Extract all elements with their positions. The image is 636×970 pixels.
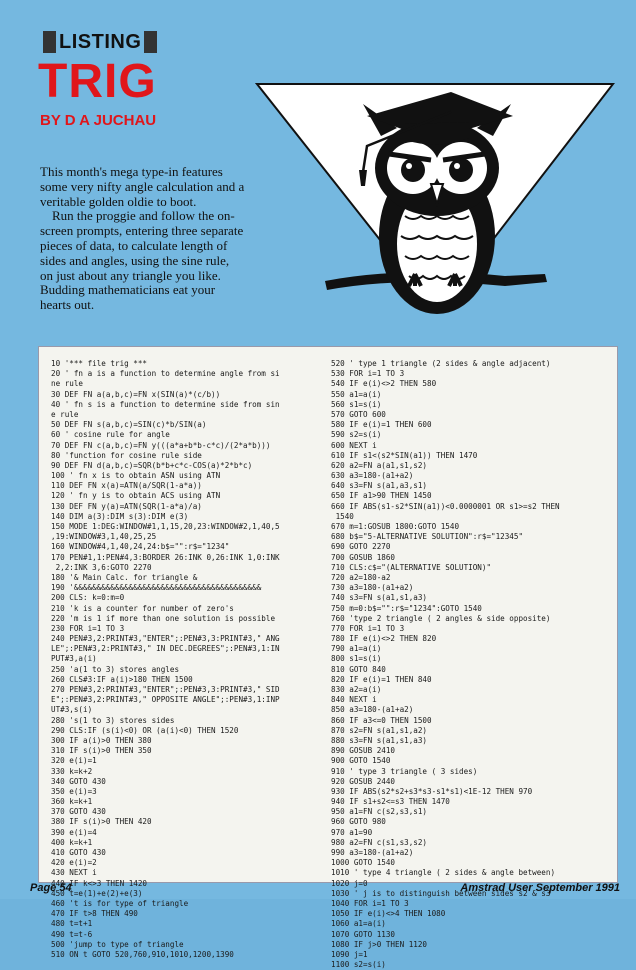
code-line: 820 IF e(i)=1 THEN 840 bbox=[331, 674, 432, 684]
code-line: 350 e(i)=3 bbox=[51, 786, 97, 796]
code-line: 320 e(i)=1 bbox=[51, 756, 97, 766]
code-line: 570 GOTO 600 bbox=[331, 409, 386, 419]
code-line: 1050 IF e(i)<>4 THEN 1080 bbox=[331, 909, 446, 919]
owl-illustration bbox=[255, 76, 615, 336]
code-line: 360 k=k+1 bbox=[51, 797, 93, 807]
code-line: UT#3,s(i) bbox=[51, 705, 93, 715]
code-line: 60 ' cosine rule for angle bbox=[51, 430, 170, 440]
code-line: 330 k=k+2 bbox=[51, 766, 93, 776]
intro-paragraph-2: Run the proggie and follow the on-screen prompts, entering three separate pieces of data, to calculate length of sides and angles, using the sine rule, on just about any triangle you like. Budding mathematicians eat your hearts out. bbox=[40, 208, 244, 313]
code-line: 540 IF e(i)<>2 THEN 580 bbox=[331, 379, 437, 389]
code-line: 1000 GOTO 1540 bbox=[331, 858, 396, 868]
code-line: 530 FOR i=1 TO 3 bbox=[331, 369, 405, 379]
code-line: 500 'jump to type of triangle bbox=[51, 939, 184, 949]
code-line: PUT#3,a(i) bbox=[51, 654, 97, 664]
code-line: 240 PEN#3,2:PRINT#3,"ENTER";:PEN#3,3:PRINT#3," ANG bbox=[51, 634, 280, 644]
code-line: 620 a2=FN a(a1,s1,s2) bbox=[331, 460, 428, 470]
code-line: 760 'type 2 triangle ( 2 angles & side opposite) bbox=[331, 613, 551, 623]
section-tag-label: LISTING bbox=[59, 30, 142, 53]
code-line: 1060 a1=a(i) bbox=[331, 919, 386, 929]
code-line: 520 ' type 1 triangle (2 sides & angle adjacent) bbox=[331, 359, 551, 368]
code-line: 40 ' fn s is a function to determine side from sin bbox=[51, 399, 280, 409]
code-line: 650 IF a1>90 THEN 1450 bbox=[331, 491, 432, 501]
code-line: 340 GOTO 430 bbox=[51, 776, 106, 786]
code-line: 420 e(i)=2 bbox=[51, 858, 97, 868]
code-line: 730 a3=180-(a1+a2) bbox=[331, 583, 414, 593]
code-line: 670 m=1:GOSUB 1800:GOTO 1540 bbox=[331, 522, 460, 531]
code-line: 970 a1=90 bbox=[331, 827, 373, 837]
code-line: 750 m=0:b$="":r$="1234":GOTO 1540 bbox=[331, 603, 482, 613]
code-line: 830 a2=a(i) bbox=[331, 685, 382, 694]
code-line: 120 ' fn y is to obtain ACS using ATN bbox=[51, 491, 221, 501]
code-line: 130 DEF FN y(a)=ATN(SQR(1-a*a)/a) bbox=[51, 501, 202, 511]
code-line: ne rule bbox=[51, 379, 84, 389]
code-line: E";:PEN#3,2:PRINT#3," OPPOSITE ANGLE";:PEN#3,1:INP bbox=[51, 695, 280, 705]
code-line: 910 ' type 3 triangle ( 3 sides) bbox=[331, 766, 478, 776]
code-line: 250 'a(1 to 3) stores angles bbox=[51, 664, 180, 674]
code-line: 550 a1=a(i) bbox=[331, 389, 382, 399]
tag-block-left bbox=[43, 31, 56, 53]
code-line: 380 IF s(i)>0 THEN 420 bbox=[51, 817, 152, 827]
code-line: 660 IF ABS(s1-s2*SIN(a1))<0.0000001 OR s1>=s2 THEN bbox=[331, 501, 560, 511]
code-line: 600 NEXT i bbox=[331, 440, 377, 450]
code-line: 1020 j=0 bbox=[331, 878, 368, 888]
code-line: 940 IF s1+s2<=s3 THEN 1470 bbox=[331, 797, 450, 807]
code-line: 980 a2=FN c(s1,s3,s2) bbox=[331, 837, 428, 847]
code-line: 690 GOTO 2270 bbox=[331, 542, 391, 552]
code-line: 210 'k is a counter for number of zero's bbox=[51, 603, 234, 613]
code-line: 900 GOTO 1540 bbox=[331, 756, 391, 766]
code-line: 430 NEXT i bbox=[51, 868, 97, 878]
code-line: 280 's(1 to 3) stores sides bbox=[51, 715, 175, 725]
code-line: 990 a3=180-(a1+a2) bbox=[331, 848, 414, 857]
code-line: 950 a1=FN c(s2,s3,s1) bbox=[331, 807, 428, 817]
code-line: 920 GOSUB 2440 bbox=[331, 776, 396, 786]
code-line: 2,2:INK 3,6:GOTO 2270 bbox=[51, 562, 152, 572]
byline: BY D A JUCHAU bbox=[40, 112, 157, 129]
code-line: 790 a1=a(i) bbox=[331, 644, 382, 654]
code-line: 840 NEXT i bbox=[331, 695, 377, 705]
article-title: TRIG bbox=[38, 55, 157, 108]
code-line: 10 '*** file trig *** bbox=[51, 359, 148, 368]
code-line: 70 DEF FN c(a,b,c)=FN y(((a*a+b*b-c*c)/(2*a*b))) bbox=[51, 440, 271, 450]
code-line: 780 IF e(i)<>2 THEN 820 bbox=[331, 634, 437, 644]
code-line: 870 s2=FN s(a1,s1,a2) bbox=[331, 725, 428, 735]
code-line: 220 'm is 1 if more than one solution is possible bbox=[51, 613, 276, 623]
code-line: 50 DEF FN s(a,b,c)=SIN(c)*b/SIN(a) bbox=[51, 420, 207, 430]
code-line: e rule bbox=[51, 409, 79, 419]
code-line: 640 s3=FN s(a1,a3,s1) bbox=[331, 481, 428, 491]
code-line: 90 DEF FN d(a,b,c)=SQR(b*b+c*c-COS(a)*2*b*c) bbox=[51, 460, 253, 470]
code-column-right bbox=[331, 359, 611, 970]
code-line: 770 FOR i=1 TO 3 bbox=[331, 623, 405, 633]
code-line: 100 ' fn x is to obtain ASN using ATN bbox=[51, 471, 221, 481]
code-column-left bbox=[51, 359, 326, 960]
code-line: 450 t=e(1)+e(2)+e(3) bbox=[51, 888, 143, 898]
code-line: 580 IF e(i)=1 THEN 600 bbox=[331, 420, 432, 430]
code-line: 1080 IF j>0 THEN 1120 bbox=[331, 939, 428, 949]
code-line: 290 CLS:IF (s(i)<0) OR (a(i)<0) THEN 1520 bbox=[51, 725, 239, 735]
code-line: 20 ' fn a is a function to determine angle from si bbox=[51, 369, 280, 379]
code-line: 930 IF ABS(s2*s2+s3*s3-s1*s1)<1E-12 THEN 970 bbox=[331, 786, 533, 796]
code-line: 740 s3=FN s(a1,s1,a3) bbox=[331, 593, 428, 603]
code-line: 1040 FOR i=1 TO 3 bbox=[331, 898, 409, 908]
code-line: 300 IF a(i)>0 THEN 380 bbox=[51, 735, 152, 745]
code-line: 190 '&&&&&&&&&&&&&&&&&&&&&&&&&&&&&&&&&&&&&&&&& bbox=[51, 583, 262, 593]
code-line: 630 a3=180-(a1+a2) bbox=[331, 471, 414, 481]
code-line: 390 e(i)=4 bbox=[51, 827, 97, 837]
code-line: 110 DEF FN x(a)=ATN(a/SQR(1-a*a)) bbox=[51, 481, 202, 491]
code-line: 1070 GOTO 1130 bbox=[331, 929, 396, 939]
code-line: 270 PEN#3,2:PRINT#3,"ENTER";:PEN#3,3:PRINT#3," SID bbox=[51, 685, 280, 694]
code-line: 150 MODE 1:DEG:WINDOW#1,1,15,20,23:WINDOW#2,1,40,5 bbox=[51, 522, 280, 531]
page-number: Page 54 bbox=[30, 882, 72, 894]
code-line: 860 IF a3<=0 THEN 1500 bbox=[331, 715, 432, 725]
code-line: 370 GOTO 430 bbox=[51, 807, 106, 817]
code-line: 310 IF s(i)>0 THEN 350 bbox=[51, 746, 152, 756]
code-line: 880 s3=FN s(a1,s1,a3) bbox=[331, 735, 428, 745]
code-line: 200 CLS: k=0:m=0 bbox=[51, 593, 125, 603]
code-line: 160 WINDOW#4,1,40,24,24:b$="":r$="1234" bbox=[51, 542, 230, 552]
code-line: 610 IF s1<(s2*SIN(a1)) THEN 1470 bbox=[331, 450, 478, 460]
code-line: 1540 bbox=[331, 511, 354, 521]
code-line: 700 GOSUB 1860 bbox=[331, 552, 396, 562]
code-line: 680 b$="5-ALTERNATIVE SOLUTION":r$="12345" bbox=[331, 532, 524, 542]
intro-text bbox=[40, 165, 245, 313]
code-line: 490 t=t-6 bbox=[51, 929, 93, 939]
code-line: 80 'function for cosine rule side bbox=[51, 450, 202, 460]
code-line: 400 k=k+1 bbox=[51, 837, 93, 847]
intro-paragraph-1: This month's mega type-in features some very nifty angle calculation and a veritable golden oldie to boot. bbox=[40, 164, 245, 209]
code-line: 1090 j=1 bbox=[331, 949, 368, 959]
code-line: 410 GOTO 430 bbox=[51, 848, 106, 857]
code-line: 850 a3=180-(a1+a2) bbox=[331, 705, 414, 715]
magazine-issue: Amstrad User September 1991 bbox=[460, 882, 620, 894]
code-line: 170 PEN#1,1:PEN#4,3:BORDER 26:INK 0,26:INK 1,0:INK bbox=[51, 552, 280, 562]
code-line: 960 GOTO 980 bbox=[331, 817, 386, 827]
code-line: 460 't is for type of triangle bbox=[51, 898, 189, 908]
code-line: 180 '& Main Calc. for triangle & bbox=[51, 572, 198, 582]
code-line: 590 s2=s(i) bbox=[331, 430, 382, 440]
tag-block-right bbox=[144, 31, 157, 53]
code-line: 470 IF t>8 THEN 490 bbox=[51, 909, 138, 919]
code-line: 890 GOSUB 2410 bbox=[331, 746, 396, 756]
section-tag bbox=[40, 30, 160, 54]
code-line: 1030 ' j is to distinguish between sides s2 & s3 bbox=[331, 888, 551, 898]
code-line: 720 a2=180-a2 bbox=[331, 572, 391, 582]
code-line: 480 t=t+1 bbox=[51, 919, 93, 929]
code-line: 510 ON t GOTO 520,760,910,1010,1200,1390 bbox=[51, 949, 234, 959]
code-line: LE";:PEN#3,2:PRINT#3," IN DEC.DEGREES";:PEN#3,1:IN bbox=[51, 644, 280, 654]
code-line: 710 CLS:c$="(ALTERNATIVE SOLUTION)" bbox=[331, 562, 492, 572]
code-line: 1010 ' type 4 triangle ( 2 sides & angle between) bbox=[331, 868, 556, 878]
code-line: ,19:WINDOW#3,1,40,25,25 bbox=[51, 532, 157, 542]
code-line: 140 DIM a(3):DIM s(3):DIM e(3) bbox=[51, 511, 189, 521]
code-line: 230 FOR i=1 TO 3 bbox=[51, 623, 125, 633]
code-line: 810 GOTO 840 bbox=[331, 664, 386, 674]
code-line: 560 s1=s(i) bbox=[331, 399, 382, 409]
code-line: 440 IF k<>3 THEN 1420 bbox=[51, 878, 148, 888]
code-line: 800 s1=s(i) bbox=[331, 654, 382, 664]
code-line: 260 CLS#3:IF a(i)>180 THEN 1500 bbox=[51, 674, 193, 684]
code-line: 1100 s2=s(i) bbox=[331, 960, 386, 970]
code-line: 30 DEF FN a(a,b,c)=FN x(SIN(a)*(c/b)) bbox=[51, 389, 221, 399]
